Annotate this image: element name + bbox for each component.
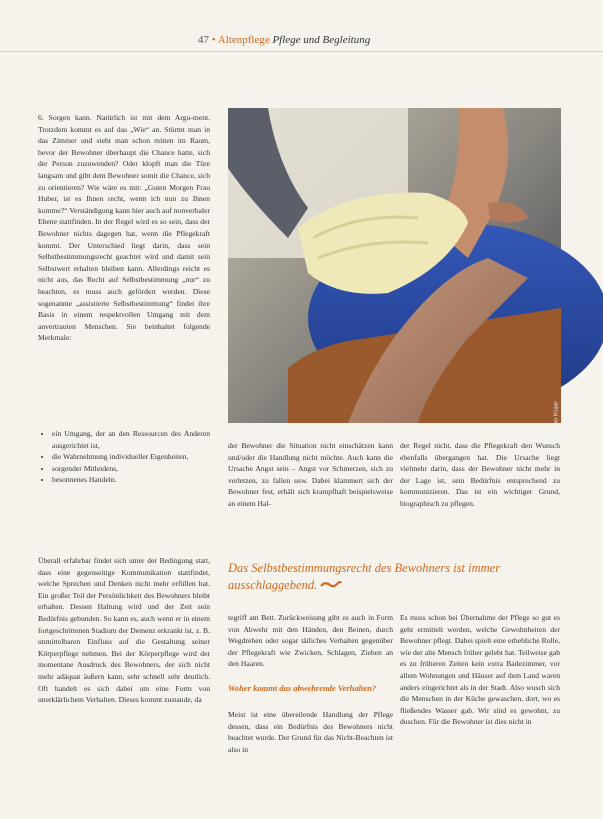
section-title: Altenpflege [217,34,270,46]
feature-list [42,428,210,528]
paragraph-intro: 6. Sorgen kann. Natürlich ist mit dem Argu-ment. Trotzdem kommt es auf das „Wie“ an. Stürmt man in das Zimmer und steht man schon mitten im Raum, bevor der Bewohner überhaupt die Chance hatte, sich der Person zuzuwenden? Oder klopft man die Türe langsam und gibt dem Bewohner somit die Chance, sich zu orientieren? Wie wäre es mit: „Guten Morgen Frau Huber, ist es Ihnen recht, wenn ich nun zu Ihnen komme?“ Verständigung kann hier auch auf nonverbaler Ebene stattfinden. In der Regel wird es so sein, dass der Bewohner nichts dagegen hat, wenn die Pflegekraft kommt. Der Unterschied liegt darin, dass sein Selbstbestimmungsrecht geachtet wird und damit sein Selbstwert erhalten bleiben kann. Allerdings reicht es nicht aus, das Recht auf Selbstbestimmung „nur“ zu beachten, es muss auch gefördert werden. Diese sogenannte „assistierte Selbstbestimmung“ findet ihre Basis in einem respektvollen Umgang mit dem anvertrauten Menschen. Sie beinhaltet folgende Merkmale: [38,113,210,343]
paragraph-body: der Bewohner die Situation nicht einschätzen kann und/oder die Handlung nicht möchte. Auch kann die Ursache Angst sein – Angst vor Schmerzen, sich zu verletzen, zu fallen usw. Dabei klammert sich der Bewohner fest, erhält sich krampfhaft beispielsweise an einem Hal- [228,441,393,508]
paragraph-body: Es muss schon bei Übernahme der Pflege so gut es geht ermittelt werden, welche Gewohnheiten der Bewohner pflegt. Dabei spielt eine erhebliche Rolle, wie der alte Mensch früher gelebt hat. Teilweise gab es zu früheren Zeiten kein extra Badezimmer, vor allem Wohnungen und Häuser auf dem Land waren anders eingerichtet als in der Stadt. Also wusch sich die Menschen in der Küche gewaschen, dort, wo es fließendes Wasser gab. Wir sind es gewohnt, zu duschen. Für die Bewohner ist dies nicht in [400,613,560,727]
paragraph-body: Meist ist eine übereilende Handlung der Pflege dessen, dass ein Bedürfnis des Bewohners nicht beachtet wurde. Der Grund für das Nicht-Beachten ist also in [228,710,393,754]
column-2-bottom-a [228,612,393,682]
hands-washcloth-illustration [228,108,561,423]
paragraph-body: Überall erfahrbar findet sich unter der Bedingung statt, dass eine gegenseitige Kommunikation stattfindet, welche Sprechen und Denken nicht mehr erfüllen hat. Ein großer Teil der Persönlichkeit des Bewohners bleibt erhalten. Dessen Haltung wird und der Zeit sein Bedürfnis gebunden. So kann es, auch wenn er in einem fortgeschrittenen Stadium der Demenz erkrankt ist, z. B. unmittelbaren Einfluss auf die Gestaltung seiner Körperpflege nehmen. Bei der Körperpflege wird der momentane Ausdruck des Bewohners, der sich nicht mehr adäquat äußern kann, sehr schnell sehr deutlich. Oft handelt es sich dabei um eine Form von unerklärlichem Verhalten. Dieses kommt zustande, da [38,556,210,705]
list-item: • die Wahrnehmung individueller Eigenheiten, [52,451,210,463]
paragraph-body: tegriff am Bett. Zurückweisung gibt es auch in Form von Abwehr mit den Händen, den Beinen, durch Wegdrehen oder sogar tätliches Verhalten gegenüber der Pflegekraft wie Zwicken, Schlagen, Ziehen an den Haaren. [228,613,393,669]
swirl-ornament-icon [320,580,342,589]
page-header [198,34,370,46]
subheading: Woher kommt das abwehrende Verhalten? [228,683,377,693]
column-3-mid [400,440,560,538]
paragraph-body: der Regel nicht, dass die Pflegekraft den Wunsch ebenfalls übergangen hat. Die Ursache liegt vielmehr darin, dass der Bewohner nicht mehr in der Lage ist, sein Bedürfnis entsprechend zu kommunizieren. Das ist ein wichtiger Grund, biographisch zu pflegen. [400,441,560,508]
header-separator: • [211,34,216,46]
list-item: • sorgender Mitleidens, [52,463,210,475]
section-subtitle: Pflege und Begleitung [272,34,371,46]
column-2-mid [228,440,393,538]
photo-credit: Foto: Werner Krüper [553,401,559,447]
pull-quote [228,560,518,594]
list-item: • ein Umgang, der an den Ressourcen des Anderen ausgerichtet ist, [52,428,210,451]
page-number: 47 [198,34,209,46]
column-1-top [38,112,210,427]
list-item: • besonnenes Handeln. [52,474,210,486]
care-photo [228,108,561,447]
header-rule [0,51,603,52]
column-3-bottom [400,612,560,810]
column-1-bottom [38,555,210,810]
column-2-bottom-b [228,709,393,809]
pull-quote-text: Das Selbstbestimmungsrecht des Bewohners ist immer ausschlaggebend. [228,561,501,592]
